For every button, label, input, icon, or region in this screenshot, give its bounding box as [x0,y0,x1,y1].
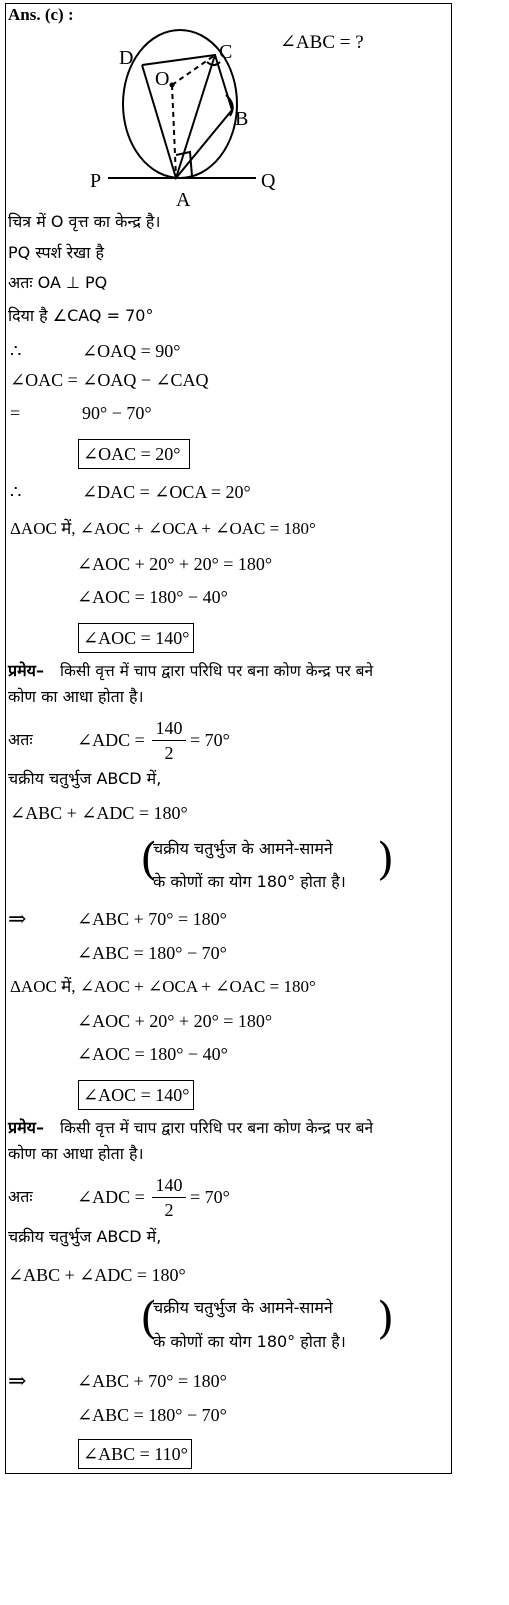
right-parenthesis: ) [377,834,395,885]
equation: ∠ABC + ∠ADC = 180° [10,803,188,823]
equation: ∠OAQ = 90° [82,341,181,361]
label-q: Q [261,170,276,192]
equation: ∠AOC = 180° − 40° [77,587,228,607]
theorem-label: प्रमेय– [8,1118,44,1137]
chord-ac [176,55,215,178]
equation: ∠AOC + 20° + 20° = 180° [77,1011,273,1031]
theorem-text: कोण का आधा होता है। [8,1144,144,1163]
equation: ΔAOC में, ∠AOC + ∠OCA + ∠OAC = 180° [10,977,316,996]
text-line: PQ स्पर्श रेखा है [8,243,104,262]
fraction-bar [152,1197,186,1198]
note-text: चक्रीय चतुर्भुज के आमने-सामने [153,839,333,858]
equation: ∠ABC + ∠ADC = 180° [8,1265,186,1285]
boxed-equation: ∠ABC = 110° [83,1444,188,1464]
text-line: चक्रीय चतुर्भुज ABCD में, [8,769,162,788]
label-o: O [155,68,170,90]
therefore-symbol: ∴ [10,482,22,502]
equation: = 70° [190,1187,230,1207]
text-line: चित्र में O वृत्त का केन्द्र है। [8,212,161,231]
text-line: दिया है ∠CAQ = 70° [8,306,154,325]
left-parenthesis: ( [140,834,158,885]
boxed-equation: ∠OAC = 20° [83,444,181,464]
hence-label: अतः [8,730,33,749]
theorem-label: प्रमेय– [8,661,44,680]
theorem-text: किसी वृत्त में चाप द्वारा परिधि पर बना कोण केन्द्र पर बने [60,1119,374,1137]
equation: ∠OAC = ∠OAQ − ∠CAQ [10,370,209,390]
equation: 90° − 70° [82,403,152,423]
fraction-denominator: 2 [164,1200,174,1220]
hence-label: अतः [8,1187,33,1206]
boxed-equation: ∠AOC = 140° [83,1085,190,1105]
implies-symbol: ⇒ [8,1368,27,1393]
fraction-denominator: 2 [164,743,174,763]
text-line: चक्रीय चतुर्भुज ABCD में, [8,1227,162,1246]
fraction-numerator: 140 [155,718,183,738]
equation: ∠ABC + 70° = 180° [77,909,227,929]
equals-symbol: = [10,403,21,423]
equation: = 70° [190,730,230,750]
left-parenthesis: ( [140,1293,158,1344]
note-text: के कोणों का योग 180° होता है। [153,872,346,891]
fraction-bar [152,740,186,741]
label-b: B [235,108,249,130]
equation: ΔAOC में, ∠AOC + ∠OCA + ∠OAC = 180° [10,519,316,538]
note-text: के कोणों का योग 180° होता है। [153,1332,346,1351]
fraction-numerator: 140 [155,1175,183,1195]
label-a: A [176,189,191,211]
equation: ∠AOC + 20° + 20° = 180° [77,554,273,574]
therefore-symbol: ∴ [10,341,22,361]
equation: ∠ADC = [77,730,145,750]
label-d: D [119,47,134,69]
right-parenthesis: ) [377,1293,395,1344]
equation: ∠AOC = 180° − 40° [77,1044,228,1064]
implies-symbol: ⇒ [8,906,27,931]
equation: ∠ABC + 70° = 180° [77,1371,227,1391]
equation: ∠DAC = ∠OCA = 20° [82,482,251,502]
equation: ∠ABC = 180° − 70° [77,1405,227,1425]
note-text: चक्रीय चतुर्भुज के आमने-सामने [153,1298,333,1317]
theorem-text: कोण का आधा होता है। [8,687,144,706]
theorem-text: किसी वृत्त में चाप द्वारा परिधि पर बना कोण केन्द्र पर बने [60,662,374,680]
label-p: P [90,170,102,192]
answer-label: Ans. (c) : [8,5,74,24]
circle-tangent-figure [0,0,509,215]
boxed-equation: ∠AOC = 140° [83,628,190,648]
equation: ∠ADC = [77,1187,145,1207]
question-text: ∠ABC = ? [280,32,364,53]
label-c: C [219,41,233,63]
text-line: अतः OA ⊥ PQ [8,273,108,292]
equation: ∠ABC = 180° − 70° [77,943,227,963]
